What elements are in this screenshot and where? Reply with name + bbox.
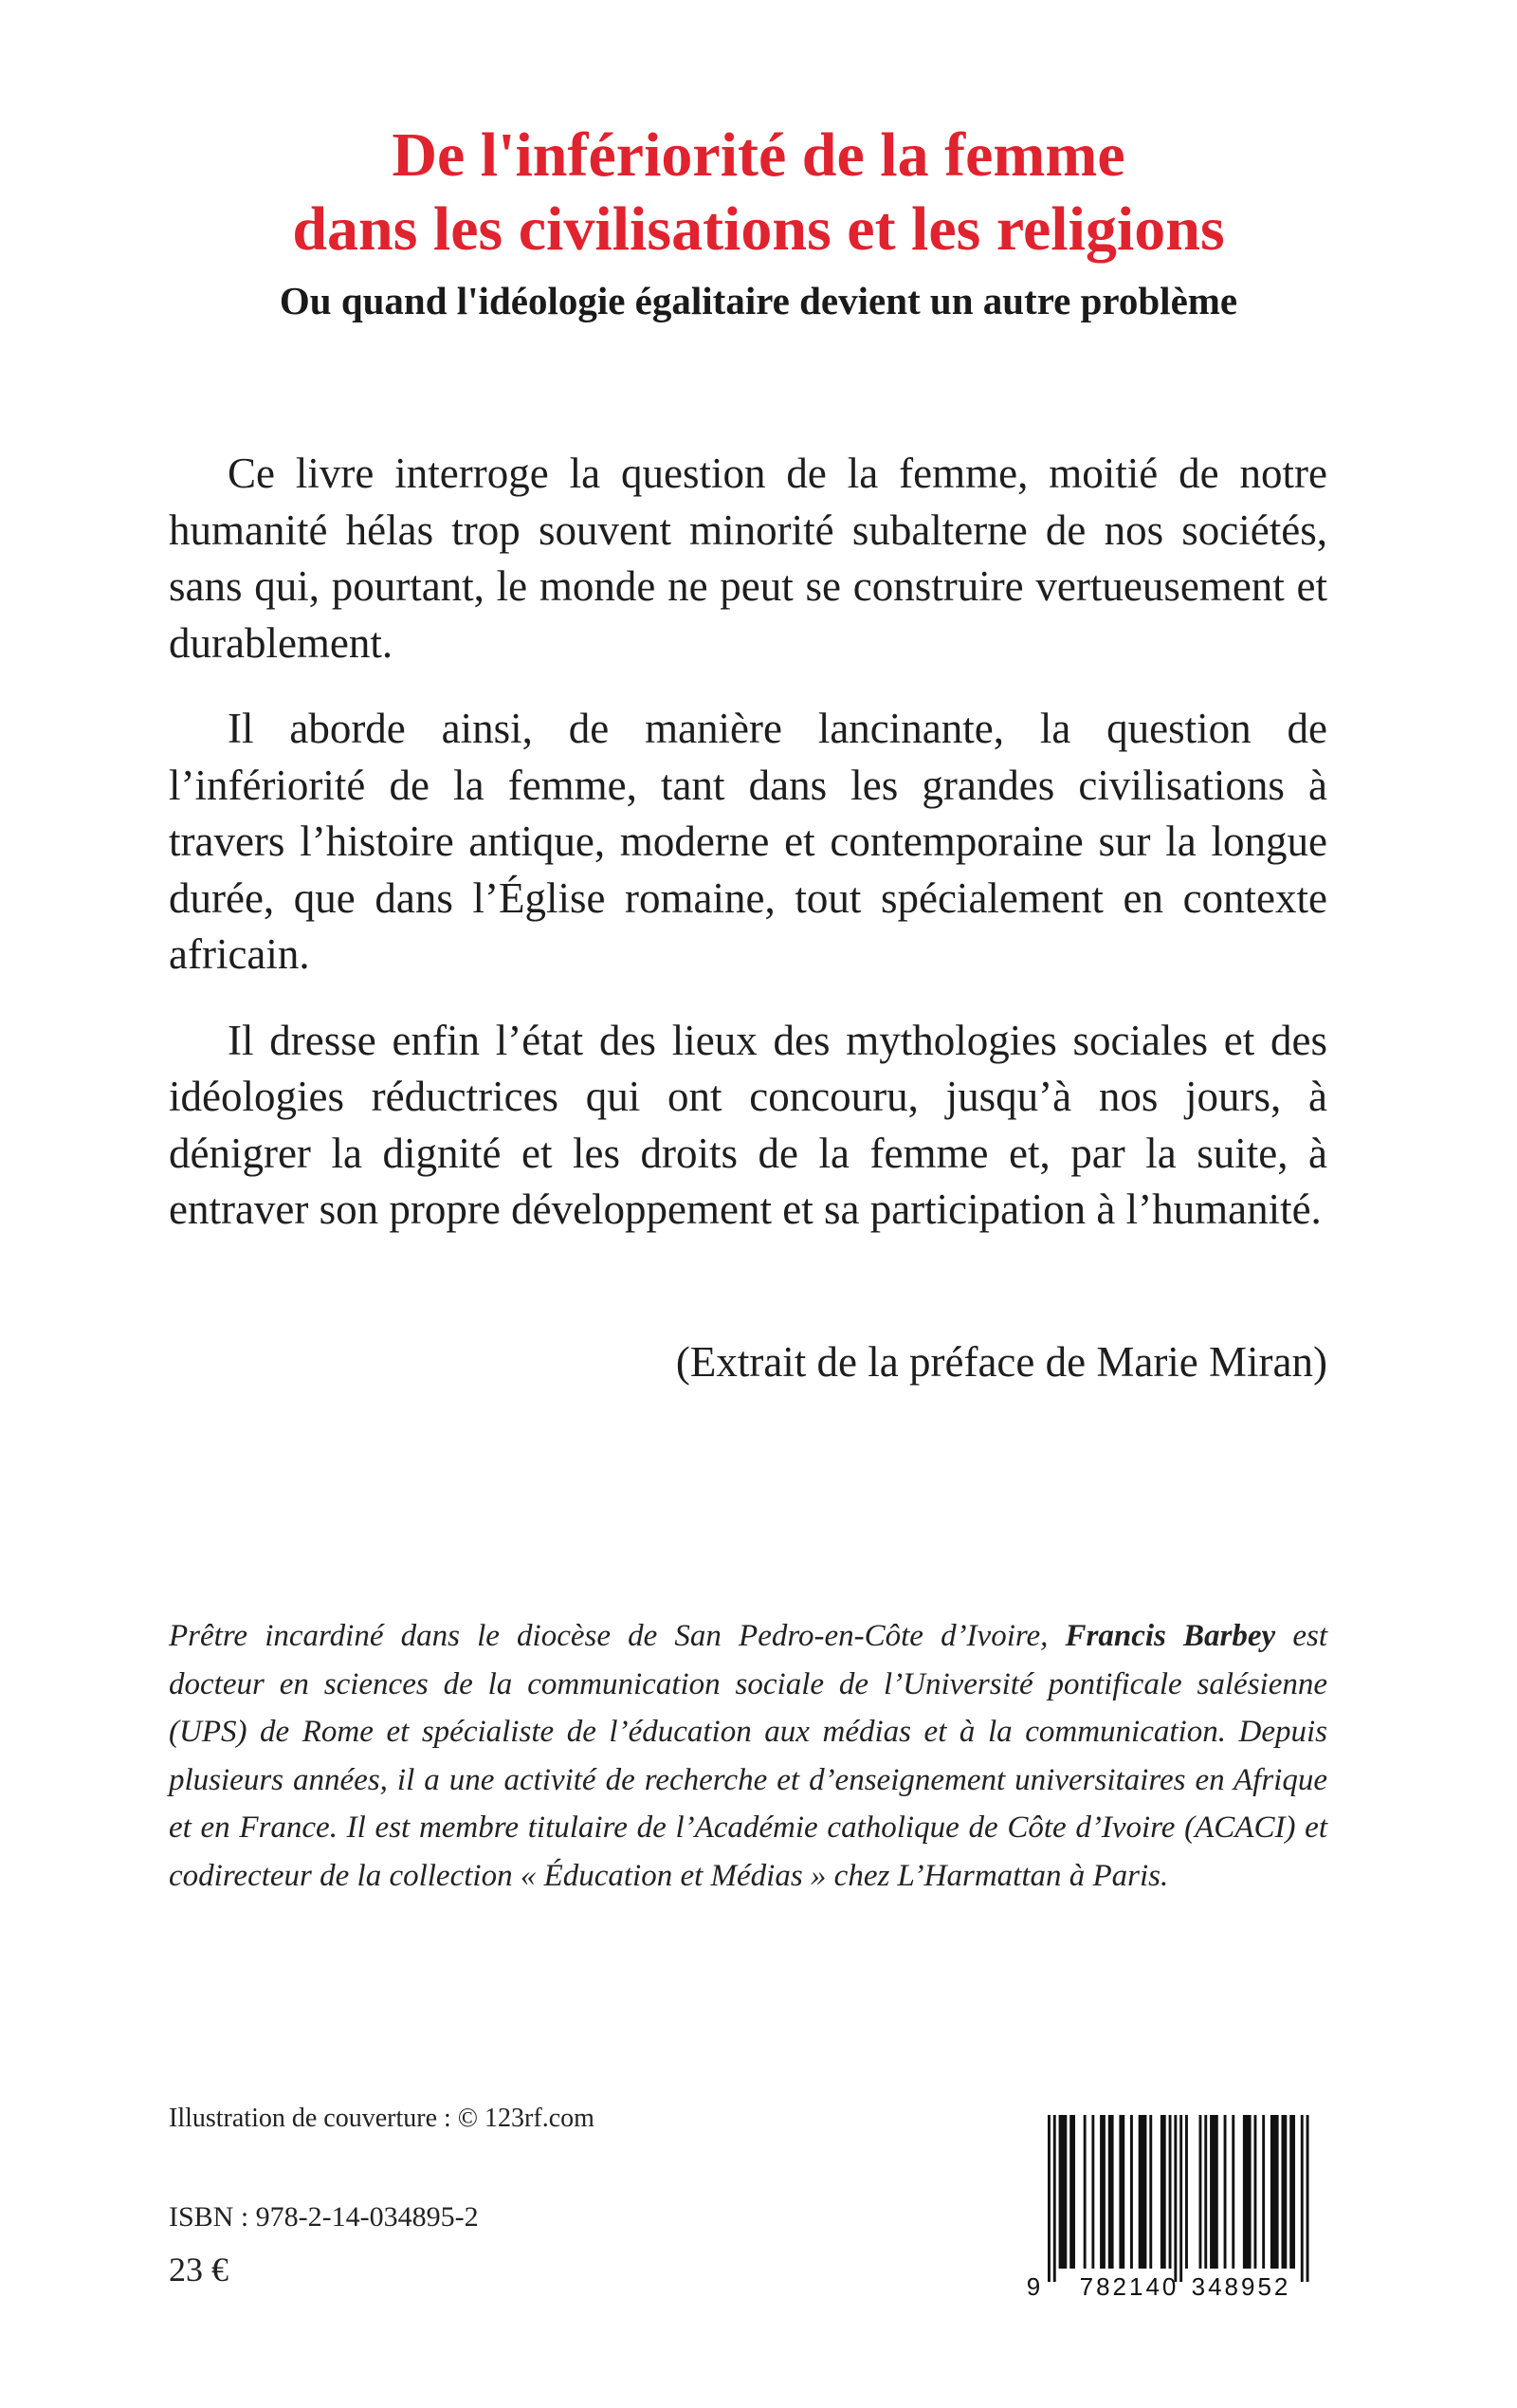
barcode-bar-18 (1204, 2115, 1207, 2269)
barcode-bar-13 (1169, 2115, 1172, 2269)
barcode-bar-26 (1282, 2115, 1288, 2269)
book-title-line-2: dans les civilisations et les religions (292, 194, 1225, 264)
back-cover-blurb (169, 446, 1327, 1268)
barcode-bar-6 (1100, 2115, 1106, 2269)
barcode-bar-3 (1069, 2115, 1075, 2269)
barcode-bar-11 (1149, 2115, 1152, 2269)
barcode-bar-17 (1199, 2115, 1202, 2269)
barcode-digit-prefix: 9 (1026, 2272, 1041, 2301)
barcode-bar-27 (1289, 2115, 1295, 2269)
barcode-bar-10 (1139, 2115, 1147, 2269)
barcode-bar-14 (1174, 2115, 1177, 2282)
book-subtitle: Ou quand l'idéologie égalitaire devient un autre problème (279, 279, 1238, 322)
barcode-bar-5 (1091, 2115, 1094, 2269)
barcode-bar-12 (1161, 2115, 1166, 2269)
price-text: 23 € (169, 2251, 228, 2289)
barcode-bar-28 (1301, 2115, 1304, 2282)
barcode-bar-22 (1243, 2115, 1252, 2269)
preface-attribution: (Extrait de la préface de Marie Miran) (675, 1338, 1327, 1386)
barcode-bar-29 (1307, 2115, 1309, 2282)
isbn-text: ISBN : 978-2-14-034895-2 (169, 2201, 479, 2233)
barcode-bar-23 (1254, 2115, 1257, 2269)
isbn-barcode (1024, 2111, 1332, 2301)
barcode-bar-4 (1084, 2115, 1087, 2269)
blurb-paragraph-1: Ce livre interroge la question de la femme, moitié de notre humanité hélas trop souvent minorité subalterne de nos sociétés, sans qui, pourtant, le monde ne peut se construire vertueusement et durablement. (169, 450, 1327, 667)
barcode-bar-9 (1130, 2115, 1133, 2269)
author-name: Francis Barbey (1065, 1619, 1276, 1653)
author-bio (169, 1612, 1327, 1900)
barcode-bar-16 (1185, 2115, 1188, 2269)
barcode-bars (1048, 2115, 1309, 2282)
book-title-line-1: De l'infériorité de la femme (392, 120, 1125, 190)
barcode-digit-group-left: 782140 (1079, 2272, 1179, 2301)
illustration-credit: Illustration de couverture : © 123rf.com (169, 2104, 594, 2133)
blurb-paragraph-2: Il aborde ainsi, de manière lancinante, la question de l’infériorité de la femme, tant dans les grandes civilisations à travers l’histoire antique, moderne et contemporaine sur la longue durée, que dans l’Église romaine, tout spécialement en contexte africain. (169, 705, 1327, 978)
barcode-bar-7 (1108, 2115, 1114, 2269)
barcode-bar-21 (1232, 2115, 1234, 2269)
barcode-bar-20 (1224, 2115, 1227, 2269)
author-bio-body: est docteur en sciences de la communication sociale de l’Université pontificale salésienne (UPS) de Rome et spécialiste de l’éducation aux médias et à la communication. Depuis plusieurs années, il a une activité de recherche et d’enseignement universitaires en Afrique et en France. Il est membre titulaire de l’Académie catholique de Côte d’Ivoire (ACACI) et codirecteur de la collection « Éducation et Médias » chez L’Harmattan à Paris. (169, 1619, 1327, 1893)
blurb-paragraph-3: Il dresse enfin l’état des lieux des mythologies sociales et des idéologies réductrices qui ont concouru, jusqu’à nos jours, à dénigrer la dignité et les droits de la femme et, par la suite, à entraver son propre développement et sa participation à l’humanité. (169, 1016, 1327, 1233)
barcode-bar-15 (1179, 2115, 1182, 2282)
barcode-digit-group-right: 348952 (1191, 2272, 1291, 2301)
barcode-bar-19 (1210, 2115, 1218, 2269)
barcode-bar-1 (1053, 2115, 1056, 2282)
barcode-bar-8 (1119, 2115, 1124, 2269)
barcode-bar-2 (1059, 2115, 1068, 2269)
barcode-bar-0 (1048, 2115, 1051, 2282)
barcode-bar-24 (1262, 2115, 1265, 2269)
barcode-graphic (1024, 2111, 1332, 2301)
author-bio-intro: Prêtre incardiné dans le diocèse de San Pedro-en-Côte d’Ivoire, (169, 1619, 1066, 1653)
barcode-bar-25 (1270, 2115, 1279, 2269)
